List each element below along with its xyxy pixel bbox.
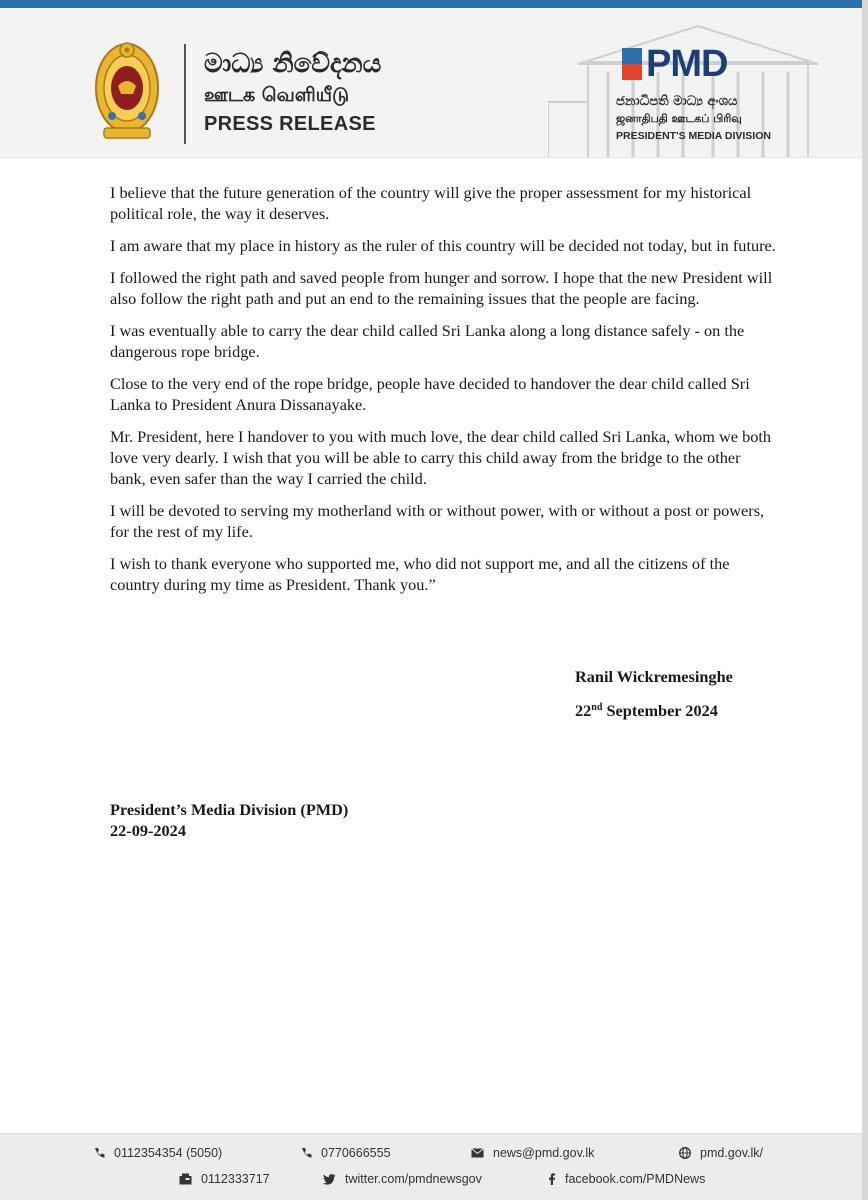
pmd-logo-mark-icon xyxy=(622,48,642,80)
footer-fax-text: 0112333717 xyxy=(201,1172,270,1186)
footer-fax xyxy=(179,1172,270,1186)
body-paragraph: I was eventually able to carry the dear child called Sri Lanka along a long distance safely - on the dangerous rope bridge. xyxy=(110,321,745,361)
footer-twitter[interactable] xyxy=(323,1172,482,1186)
pmd-name-sinhala: ජනාධිපති මාධ්‍ය අංශය xyxy=(616,94,738,109)
body-paragraph: I believe that the future generation of the country will give the proper assessment for my historical political role, the way it deserves. xyxy=(110,183,752,223)
contact-footer xyxy=(0,1133,868,1200)
body-paragraph: I followed the right path and saved people from hunger and sorrow. I hope that the new President will also follow the right path and put an end to the remaining issues that the people are facing. xyxy=(110,268,773,308)
title-english: PRESS RELEASE xyxy=(204,113,376,135)
release-body xyxy=(110,182,780,606)
footer-email-text[interactable]: news@pmd.gov.lk xyxy=(493,1146,595,1160)
signature-date-suffix: nd xyxy=(591,702,603,713)
globe-icon xyxy=(679,1147,691,1159)
footer-phone-text: 0112354354 (5050) xyxy=(114,1146,223,1160)
footer-facebook[interactable] xyxy=(548,1172,705,1186)
footer-website-text[interactable]: pmd.gov.lk/ xyxy=(700,1146,763,1160)
body-paragraph: Close to the very end of the rope bridge, people have decided to handover the dear child called Sri Lanka to President Anura Dissanayake. xyxy=(110,374,750,414)
footer-email[interactable] xyxy=(471,1146,594,1160)
signature-date-day: 22 xyxy=(575,701,592,720)
issuer-date: 22-09-2024 xyxy=(110,821,186,840)
pmd-logo-text: PMD xyxy=(646,43,728,85)
title-sinhala: මාධ්‍ය නිවේදනය xyxy=(204,49,382,79)
page-edge-shadow xyxy=(862,0,868,1200)
footer-mobile-text: 0770666555 xyxy=(321,1146,391,1160)
body-paragraph: Mr. President, here I handover to you with much love, the dear child called Sri Lanka, whom we both love very dearly. I wish that you will be able to carry this child away from the bridge to the other bank, even safer than the way I carried the child. xyxy=(110,427,772,488)
email-icon xyxy=(471,1148,484,1158)
footer-mobile xyxy=(300,1146,391,1160)
footer-facebook-text[interactable]: facebook.com/PMDNews xyxy=(565,1172,706,1186)
pmd-name-english: PRESIDENT'S MEDIA DIVISION xyxy=(616,130,771,142)
sri-lanka-emblem-icon xyxy=(92,36,162,144)
issuer-name: President’s Media Division (PMD) xyxy=(110,800,349,819)
footer-website[interactable] xyxy=(679,1146,763,1160)
body-paragraph: I am aware that my place in history as the ruler of this country will be decided not today, but in future. xyxy=(110,236,776,255)
phone-icon xyxy=(93,1147,105,1159)
body-paragraph: I wish to thank everyone who supported me, who did not support me, and all the citizens of the country during my time as President. Thank you.” xyxy=(110,554,730,594)
signature-date xyxy=(575,701,718,721)
fax-icon xyxy=(179,1173,192,1185)
signature-date-rest: September 2024 xyxy=(602,701,718,720)
letterhead xyxy=(0,8,868,158)
press-release-title xyxy=(204,48,404,138)
top-accent-bar xyxy=(0,0,868,8)
body-paragraph: I will be devoted to serving my motherland with or without power, with or without a post or powers, for the rest of my life. xyxy=(110,501,765,541)
facebook-icon xyxy=(548,1173,556,1185)
twitter-icon xyxy=(323,1174,336,1185)
pmd-name-tamil: ஜனாதிபதி ஊடகப் பிரிவு xyxy=(616,112,742,125)
mobile-phone-icon xyxy=(300,1147,312,1159)
footer-phone xyxy=(93,1146,222,1160)
pmd-logo xyxy=(622,44,772,84)
signatory-name: Ranil Wickremesinghe xyxy=(575,667,733,686)
footer-twitter-text[interactable]: twitter.com/pmdnewsgov xyxy=(345,1172,482,1186)
header-divider xyxy=(184,44,186,144)
title-tamil: ஊடக வெளியீடு xyxy=(204,84,350,106)
